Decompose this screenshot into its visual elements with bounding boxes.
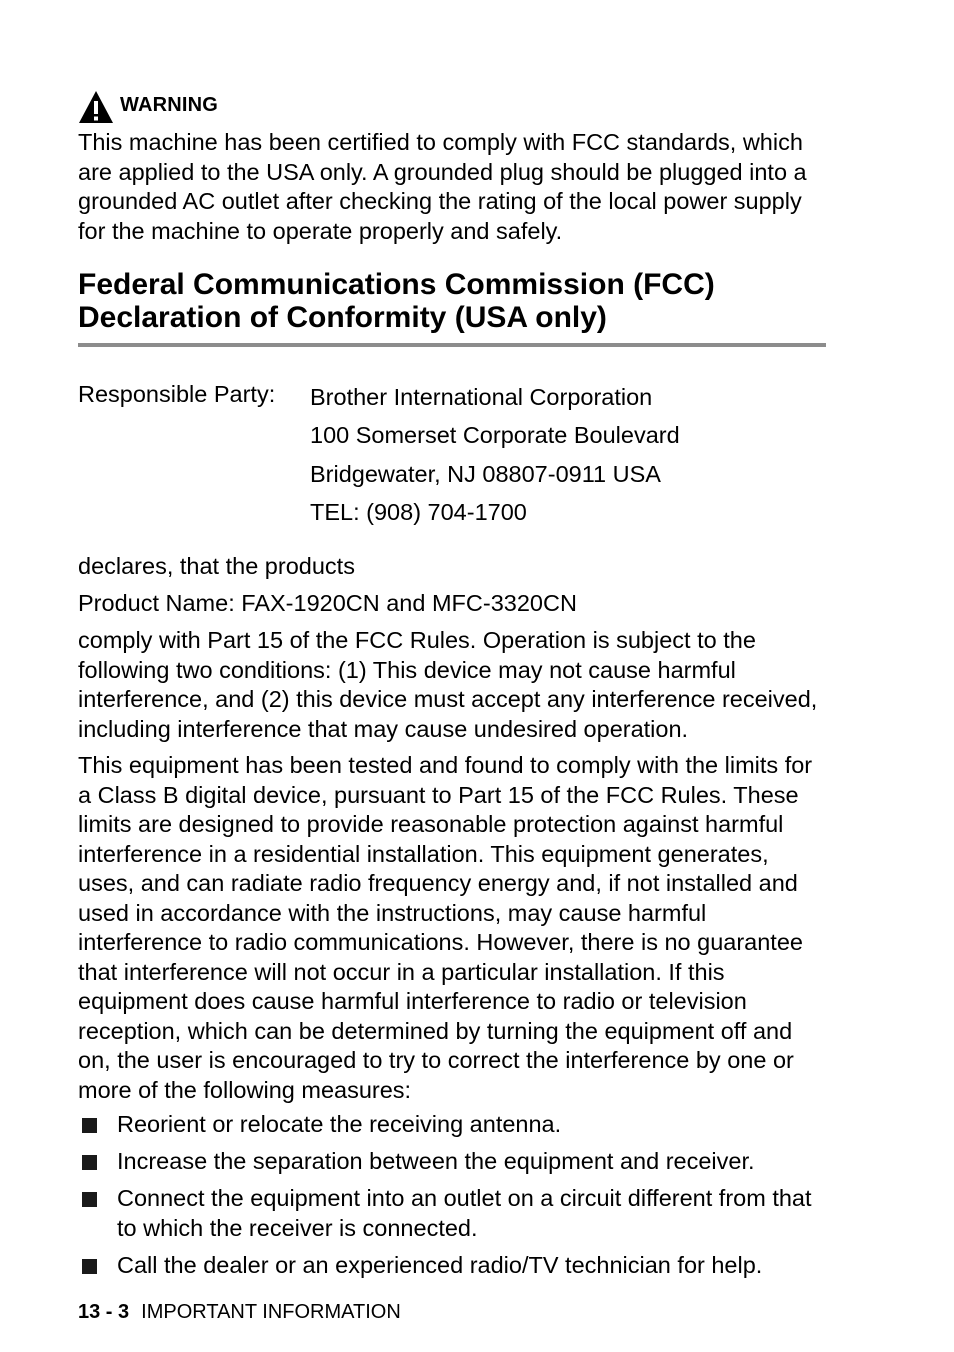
- page-number: 13 - 3: [78, 1301, 130, 1323]
- address-line: Bridgewater, NJ 08807-0911 USA: [310, 460, 661, 487]
- address-line: 100 Somerset Corporate Boulevard: [310, 422, 680, 449]
- square-bullet-icon: [82, 1118, 97, 1133]
- section-heading: [78, 268, 826, 347]
- list-item-text: Connect the equipment into an outlet on a circuit different from that to which the receiver is connected.: [117, 1185, 812, 1241]
- square-bullet-icon: [82, 1192, 97, 1207]
- list-item-text: Call the dealer or an experienced radio/TV technician for help.: [117, 1251, 763, 1278]
- square-bullet-icon: [82, 1259, 97, 1274]
- warning-text: This machine has been certified to comply with FCC standards, which are applied to the USA only. A grounded plug should be plugged into a grounded AC outlet after checking the rating of the local power supply for the machine to operate properly and safely.: [78, 129, 807, 244]
- product-name: Product Name: FAX-1920CN and MFC-3320CN: [78, 590, 577, 616]
- heading-line-1: Federal Communications Commission (FCC): [78, 268, 715, 301]
- footer-section-title: IMPORTANT INFORMATION: [141, 1301, 401, 1323]
- list-item: [78, 1147, 830, 1177]
- list-item: [78, 1184, 830, 1243]
- responsible-party-address: [310, 381, 680, 534]
- responsible-party-label: Responsible Party:: [78, 381, 276, 407]
- page-footer: [78, 1301, 401, 1324]
- square-bullet-icon: [82, 1155, 97, 1170]
- warning-label: WARNING: [120, 93, 219, 116]
- list-item: [78, 1251, 830, 1281]
- list-item: [78, 1110, 830, 1140]
- measures-list: [78, 1110, 830, 1288]
- warning-triangle-icon: [78, 90, 114, 124]
- address-line: TEL: (908) 704-1700: [310, 498, 527, 525]
- heading-line-2: Declaration of Conformity (USA only): [78, 301, 607, 334]
- warning-header: [78, 90, 218, 124]
- declares-text: declares, that the products: [78, 553, 355, 579]
- address-line: Brother International Corporation: [310, 384, 653, 410]
- compliance-paragraph: comply with Part 15 of the FCC Rules. Operation is subject to the following two conditions: (1) This device may not cause harmful interference, and (2) this device must accept any interference received, including interference that may cause undesired operation.: [78, 627, 818, 742]
- list-item-text: Increase the separation between the equipment and receiver.: [117, 1148, 755, 1174]
- testing-paragraph: This equipment has been tested and found to comply with the limits for a Class B digital device, pursuant to Part 15 of the FCC Rules. These limits are designed to provide reasonable protection against harmful interference in a residential installation. This equipment generates, uses, and can radiate radio frequency energy and, if not installed and used in accordance with the instructions, may cause harmful interference to radio communications. However, there is no guarantee that interference will not occur in a particular installation. If this equipment does cause harmful interference to radio or television reception, which can be determined by turning the equipment off and on, the user is encouraged to try to correct the interference by one or more of the following measures:: [78, 752, 813, 1103]
- list-item-text: Reorient or relocate the receiving antenna.: [117, 1111, 562, 1137]
